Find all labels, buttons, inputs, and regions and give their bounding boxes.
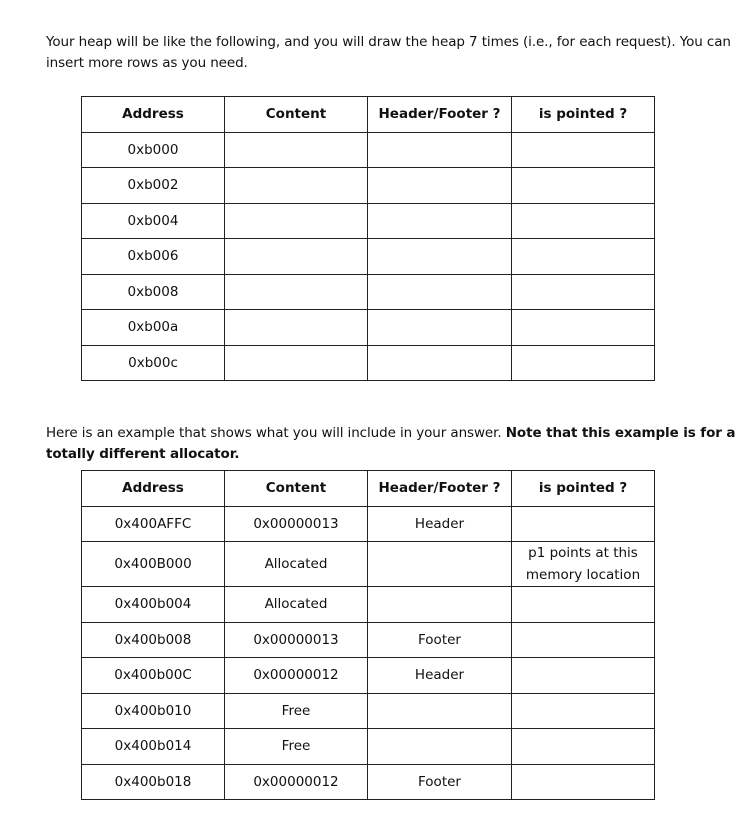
- content-cell: Free: [225, 729, 368, 765]
- column-header-header-footer: Header/Footer ?: [368, 97, 512, 133]
- column-header-address: Address: [82, 97, 225, 133]
- content-cell: 0x00000013: [225, 506, 368, 542]
- address-cell: 0x400b018: [82, 764, 225, 800]
- table-row: [82, 203, 655, 239]
- address-cell: 0xb00c: [82, 345, 225, 381]
- header-footer-cell: Footer: [368, 622, 512, 658]
- pointed-cell: [512, 764, 655, 800]
- table-row: [82, 764, 655, 800]
- address-cell: 0xb004: [82, 203, 225, 239]
- header-footer-cell: [368, 693, 512, 729]
- address-cell: 0x400b014: [82, 729, 225, 765]
- column-header-is-pointed: is pointed ?: [512, 97, 655, 133]
- example-intro-text: Here is an example that shows what you will include in your answer.: [46, 425, 506, 441]
- header-footer-cell: [368, 239, 512, 275]
- pointed-cell: [512, 239, 655, 275]
- content-cell: Allocated: [225, 587, 368, 623]
- table-row: [82, 274, 655, 310]
- address-cell: 0x400b010: [82, 693, 225, 729]
- example-intro-paragraph: [46, 423, 736, 465]
- pointed-cell: [512, 168, 655, 204]
- table-row: [82, 345, 655, 381]
- pointed-cell: p1 points at this memory location: [512, 542, 655, 587]
- column-header-is-pointed: is pointed ?: [512, 471, 655, 507]
- column-header-content: Content: [225, 97, 368, 133]
- table-row: [82, 693, 655, 729]
- address-cell: 0x400b008: [82, 622, 225, 658]
- pointed-cell: [512, 310, 655, 346]
- pointed-cell: [512, 132, 655, 168]
- header-footer-cell: Footer: [368, 764, 512, 800]
- header-footer-cell: [368, 729, 512, 765]
- example-intro-note: Note that this example is for a totally different allocator.: [46, 425, 736, 462]
- header-footer-cell: [368, 168, 512, 204]
- content-cell: [225, 168, 368, 204]
- table-header-row: [82, 97, 655, 133]
- pointed-cell: [512, 203, 655, 239]
- content-cell: [225, 310, 368, 346]
- header-footer-cell: [368, 310, 512, 346]
- header-footer-cell: [368, 345, 512, 381]
- table-row: [82, 132, 655, 168]
- address-cell: 0xb002: [82, 168, 225, 204]
- column-header-header-footer: Header/Footer ?: [368, 471, 512, 507]
- column-header-address: Address: [82, 471, 225, 507]
- blank-heap-table: [81, 96, 655, 381]
- content-cell: 0x00000013: [225, 622, 368, 658]
- address-cell: 0x400b00C: [82, 658, 225, 694]
- address-cell: 0xb00a: [82, 310, 225, 346]
- content-cell: Allocated: [225, 542, 368, 587]
- table-row: [82, 168, 655, 204]
- address-cell: 0xb000: [82, 132, 225, 168]
- table-row: [82, 239, 655, 275]
- header-footer-cell: Header: [368, 658, 512, 694]
- pointed-cell: [512, 658, 655, 694]
- pointed-cell: [512, 693, 655, 729]
- content-cell: 0x00000012: [225, 764, 368, 800]
- content-cell: Free: [225, 693, 368, 729]
- content-cell: [225, 239, 368, 275]
- pointed-cell: [512, 587, 655, 623]
- intro-paragraph: Your heap will be like the following, and you will draw the heap 7 times (i.e., for each request). You can insert more rows as you need.: [46, 34, 731, 71]
- content-cell: [225, 274, 368, 310]
- address-cell: 0x400b004: [82, 587, 225, 623]
- header-footer-cell: [368, 203, 512, 239]
- pointed-cell: [512, 274, 655, 310]
- pointed-cell: [512, 729, 655, 765]
- table-row: [82, 310, 655, 346]
- table-row: [82, 729, 655, 765]
- address-cell: 0xb008: [82, 274, 225, 310]
- pointed-cell: [512, 506, 655, 542]
- address-cell: 0x400AFFC: [82, 506, 225, 542]
- table-header-row: [82, 471, 655, 507]
- column-header-content: Content: [225, 471, 368, 507]
- header-footer-cell: [368, 587, 512, 623]
- example-heap-table: [81, 470, 655, 800]
- content-cell: [225, 132, 368, 168]
- table-row: [82, 542, 655, 587]
- pointed-cell: [512, 622, 655, 658]
- header-footer-cell: [368, 542, 512, 587]
- header-footer-cell: [368, 274, 512, 310]
- table-row: [82, 506, 655, 542]
- address-cell: 0x400B000: [82, 542, 225, 587]
- content-cell: 0x00000012: [225, 658, 368, 694]
- content-cell: [225, 203, 368, 239]
- pointed-cell: [512, 345, 655, 381]
- table-row: [82, 622, 655, 658]
- table-row: [82, 658, 655, 694]
- address-cell: 0xb006: [82, 239, 225, 275]
- table-row: [82, 587, 655, 623]
- header-footer-cell: [368, 132, 512, 168]
- header-footer-cell: Header: [368, 506, 512, 542]
- content-cell: [225, 345, 368, 381]
